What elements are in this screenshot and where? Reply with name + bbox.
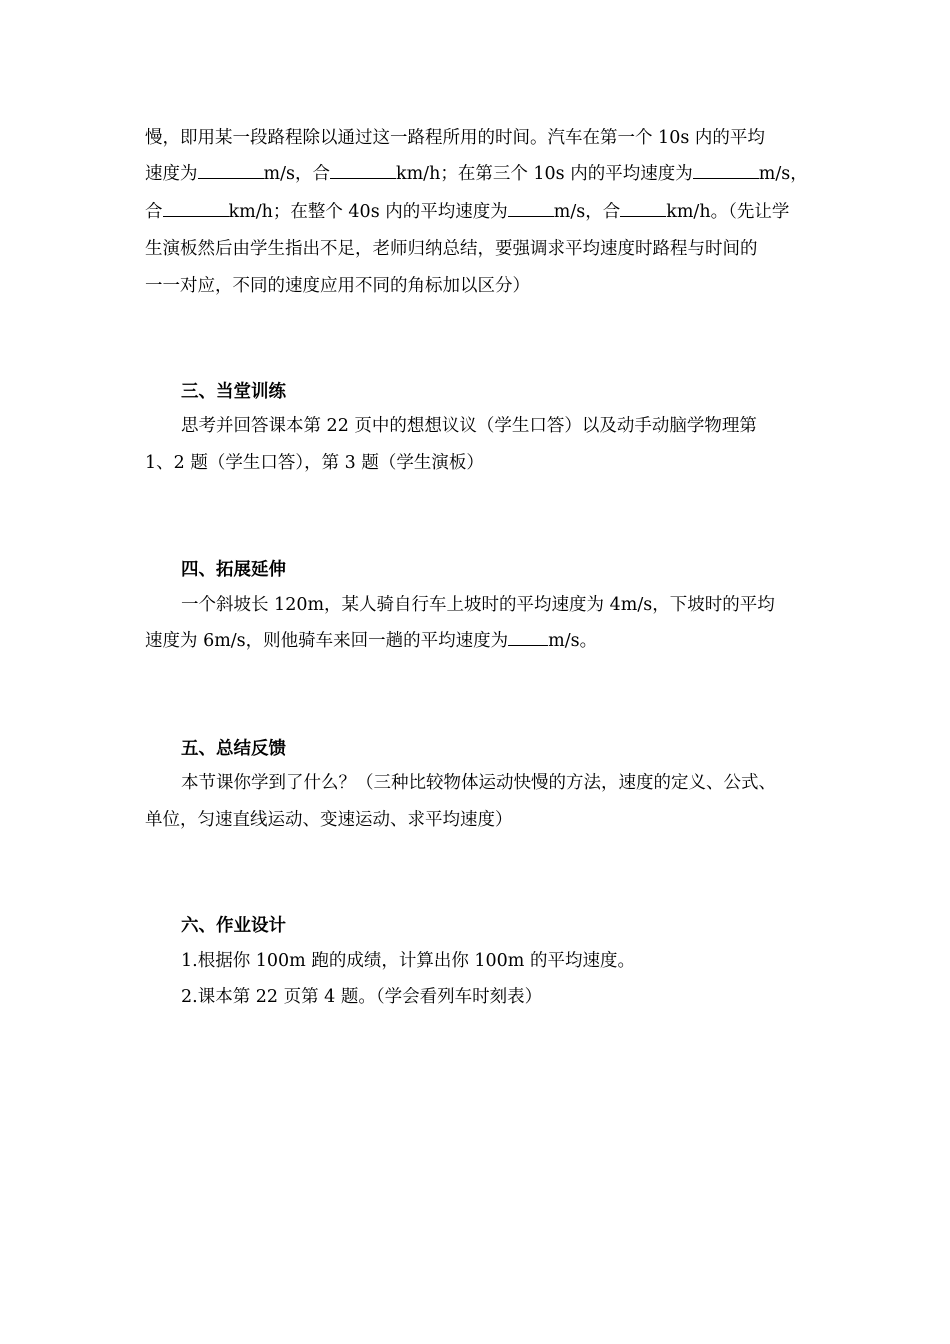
intro-line-3-text-d: km/h。（先让学 xyxy=(666,202,790,222)
section-4-line-2-text-b: m/s。 xyxy=(548,631,598,651)
section-5-line-1: 本节课你学到了什么？（三种比较物体运动快慢的方法，速度的定义、公式、 xyxy=(181,773,776,793)
answer-blank-6[interactable] xyxy=(620,200,666,217)
answer-blank-4[interactable] xyxy=(163,200,229,217)
intro-line-2-text-b: m/s，合 xyxy=(263,164,330,184)
section-3-line-1: 思考并回答课本第 22 页中的想想议议（学生口答）以及动手动脑学物理第 xyxy=(181,416,757,436)
section-5-heading: 五、总结反馈 xyxy=(181,739,286,759)
section-5-line-2: 单位，匀速直线运动、变速运动、求平均速度） xyxy=(145,810,513,830)
section-6-heading: 六、作业设计 xyxy=(181,916,286,936)
intro-line-3 xyxy=(145,200,810,224)
homework-item-2: 2.课本第 22 页第 4 题。（学会看列车时刻表） xyxy=(181,987,543,1007)
answer-blank-3[interactable] xyxy=(693,162,759,179)
intro-line-3-text-b: km/h；在整个 40s 内的平均速度为 xyxy=(228,202,508,222)
section-4-line-2-text-a: 速度为 6m/s，则他骑车来回一趟的平均速度为 xyxy=(145,631,509,651)
intro-line-2-text-c: km/h；在第三个 10s 内的平均速度为 xyxy=(395,164,693,184)
intro-line-1: 慢，即用某一段路程除以通过这一路程所用的时间。汽车在第一个 10s 内的平均 xyxy=(145,128,765,148)
intro-line-2-text-a: 速度为 xyxy=(145,164,198,184)
section-3-heading: 三、当堂训练 xyxy=(181,382,286,402)
answer-blank-1[interactable] xyxy=(198,162,264,179)
section-3-line-2: 1、2 题（学生口答），第 3 题（学生演板） xyxy=(145,453,484,473)
intro-line-2 xyxy=(145,162,810,186)
section-4-line-2 xyxy=(145,629,810,653)
section-4-line-1: 一个斜坡长 120m，某人骑自行车上坡时的平均速度为 4m/s，下坡时的平均 xyxy=(181,595,775,615)
section-4-heading: 四、拓展延伸 xyxy=(181,560,286,580)
intro-line-5: 一一对应，不同的速度应用不同的角标加以区分） xyxy=(145,276,530,296)
answer-blank-7[interactable] xyxy=(508,629,548,646)
intro-line-4: 生演板然后由学生指出不足，老师归纳总结，要强调求平均速度时路程与时间的 xyxy=(145,239,758,259)
answer-blank-2[interactable] xyxy=(330,162,396,179)
homework-item-1: 1.根据你 100m 跑的成绩，计算出你 100m 的平均速度。 xyxy=(181,951,635,971)
intro-line-3-text-c: m/s，合 xyxy=(553,202,621,222)
intro-line-3-text-a: 合 xyxy=(145,202,163,222)
intro-line-2-text-d: m/s， xyxy=(758,164,808,184)
answer-blank-5[interactable] xyxy=(508,200,554,217)
